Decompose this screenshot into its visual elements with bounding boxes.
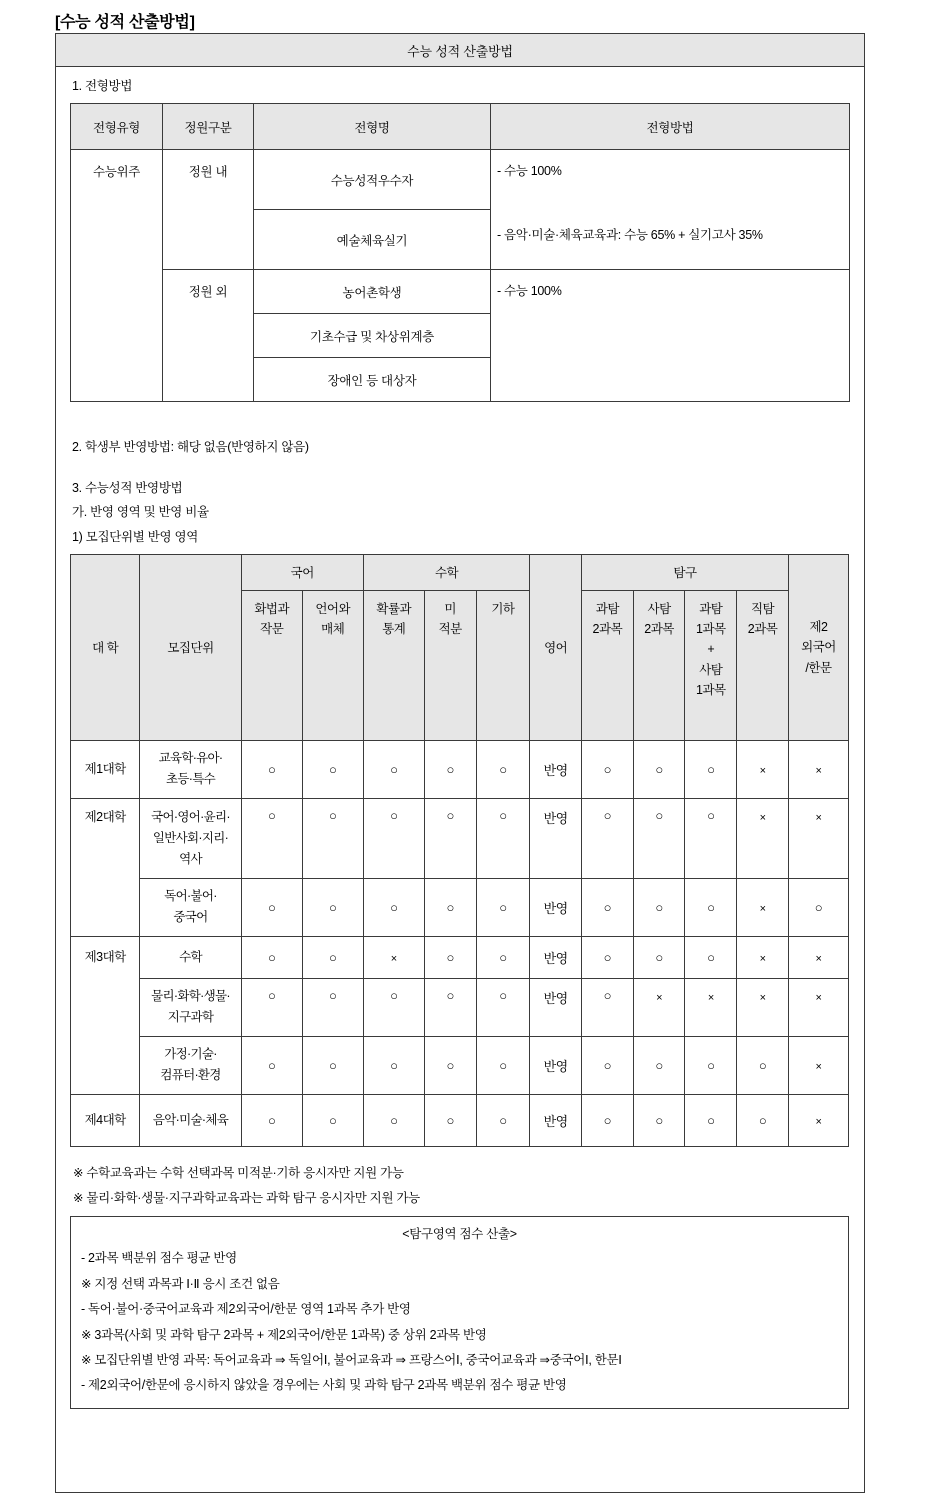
cell-mark: ○ bbox=[424, 936, 476, 978]
cell-admission-name: 기초수급 및 차상위계층 bbox=[254, 314, 491, 358]
cell-mark: ○ bbox=[737, 1036, 789, 1094]
cell-mark: ○ bbox=[685, 878, 737, 936]
table-row bbox=[71, 740, 849, 798]
cell-mark: ○ bbox=[476, 978, 530, 1036]
cell-mark: ○ bbox=[241, 1094, 302, 1146]
cell-mark: ○ bbox=[476, 798, 530, 878]
score-box-line: ※ 모집단위별 반영 과목: 독어교육과 ⇒ 독일어Ⅰ, 불어교육과 ⇒ 프랑스어Ⅰ, 중국어교육과 ⇒중국어Ⅰ, 한문Ⅰ bbox=[81, 1352, 622, 1367]
cell-admission-method bbox=[491, 150, 850, 270]
cell-mark: ○ bbox=[582, 798, 634, 878]
cell-mark: ○ bbox=[685, 740, 737, 798]
cell-mark: ○ bbox=[241, 978, 302, 1036]
cell-admission-name: 수능성적우수자 bbox=[254, 150, 491, 210]
th-admission-unit: 모집단위 bbox=[140, 554, 241, 740]
cell-mark: ○ bbox=[241, 798, 302, 878]
section-3-label: 3. 수능성적 반영방법 bbox=[72, 480, 183, 495]
th-inquiry: 탐구 bbox=[582, 554, 789, 590]
cell-college: 제2대학 bbox=[71, 798, 140, 936]
th-inquiry-science-2: 과탐 2과목 bbox=[582, 590, 634, 740]
cell-mark: × bbox=[737, 740, 789, 798]
note-item: ※ 수학교육과는 수학 선택과목 미적분·기하 응시자만 지원 가능 bbox=[73, 1165, 404, 1180]
th-inquiry-social-2: 사탐 2과목 bbox=[633, 590, 685, 740]
document-frame bbox=[55, 33, 865, 1493]
cell-mark: × bbox=[788, 1036, 848, 1094]
score-box-line: - 제2외국어/한문에 응시하지 않았을 경우에는 사회 및 과학 탐구 2과목 백분위 점수 평균 반영 bbox=[81, 1378, 567, 1393]
cell-mark: ○ bbox=[302, 878, 363, 936]
page-title: [수능 성적 산출방법] bbox=[55, 14, 195, 31]
cell-unit: 가정·기술· 컴퓨터·환경 bbox=[140, 1036, 241, 1094]
table-row bbox=[71, 978, 849, 1036]
cell-mark: × bbox=[685, 978, 737, 1036]
cell-college: 제4대학 bbox=[71, 1094, 140, 1146]
cell-mark: ○ bbox=[241, 740, 302, 798]
document-banner bbox=[56, 34, 864, 67]
cell-mark: ○ bbox=[424, 1094, 476, 1146]
second-language-text: 제2 외국어 /한문 bbox=[801, 620, 836, 675]
cell-mark: ○ bbox=[241, 878, 302, 936]
cell-mark: ○ bbox=[363, 978, 424, 1036]
th-second-language bbox=[788, 554, 848, 740]
cell-mark: × bbox=[737, 878, 789, 936]
cell-mark: ○ bbox=[582, 878, 634, 936]
table-row bbox=[71, 1094, 849, 1146]
cell-unit: 교육학·유아· 초등·특수 bbox=[140, 740, 241, 798]
cell-unit: 국어·영어·윤리· 일반사회·지리· 역사 bbox=[140, 798, 241, 878]
cell-mark: ○ bbox=[476, 740, 530, 798]
cell-mark: ○ bbox=[363, 1094, 424, 1146]
table-row bbox=[71, 798, 849, 878]
cell-mark: × bbox=[737, 936, 789, 978]
th-korean-speech-writing: 화법과 작문 bbox=[241, 590, 302, 740]
score-box-line: - 2과목 백분위 점수 평균 반영 bbox=[81, 1251, 237, 1266]
cell-mark: ○ bbox=[685, 798, 737, 878]
cell-mark: ○ bbox=[633, 798, 685, 878]
cell-mark: × bbox=[788, 740, 848, 798]
cell-quota-in: 정원 내 bbox=[163, 150, 254, 270]
cell-mark: ○ bbox=[685, 1036, 737, 1094]
cell-mark: × bbox=[737, 798, 789, 878]
th-inquiry-mixed: 과탐 1과목 + 사탐 1과목 bbox=[685, 590, 737, 740]
score-box-line: ※ 3과목(사회 및 과학 탐구 2과목 + 제2외국어/한문 1과목) 중 상위 2과목 반영 bbox=[81, 1327, 487, 1342]
cell-mark: ○ bbox=[476, 936, 530, 978]
cell-mark: ○ bbox=[476, 1094, 530, 1146]
table-row bbox=[71, 150, 850, 210]
cell-mark: ○ bbox=[302, 740, 363, 798]
cell-mark: ○ bbox=[363, 878, 424, 936]
table-row bbox=[71, 1036, 849, 1094]
cell-mark: × bbox=[788, 798, 848, 878]
notes-section bbox=[70, 1161, 850, 1211]
th-english: 영어 bbox=[530, 554, 582, 740]
cell-mark: ○ bbox=[424, 740, 476, 798]
th-korean-language-media: 언어와 매체 bbox=[302, 590, 363, 740]
table-row bbox=[71, 270, 850, 314]
cell-mark: ○ bbox=[476, 1036, 530, 1094]
cell-mark: 반영 bbox=[530, 1094, 582, 1146]
banner-label: 수능 성적 산출방법 bbox=[407, 43, 513, 59]
score-box-title: <탐구영역 점수 산출> bbox=[402, 1227, 517, 1242]
table-row bbox=[71, 936, 849, 978]
cell-mark: 반영 bbox=[530, 798, 582, 878]
cell-mark: × bbox=[363, 936, 424, 978]
cell-mark: ○ bbox=[582, 1094, 634, 1146]
cell-mark: ○ bbox=[737, 1094, 789, 1146]
cell-mark: ○ bbox=[302, 1036, 363, 1094]
cell-mark: 반영 bbox=[530, 978, 582, 1036]
cell-mark: ○ bbox=[633, 1094, 685, 1146]
cell-mark: ○ bbox=[363, 798, 424, 878]
cell-college: 제3대학 bbox=[71, 936, 140, 1094]
cell-mark: ○ bbox=[424, 878, 476, 936]
cell-mark: × bbox=[788, 936, 848, 978]
th-math-geometry: 기하 bbox=[476, 590, 530, 740]
cell-mark: ○ bbox=[633, 740, 685, 798]
th-college: 대 학 bbox=[71, 554, 140, 740]
cell-admission-name: 장애인 등 대상자 bbox=[254, 358, 491, 402]
table-header-row bbox=[71, 104, 850, 150]
cell-admission-name: 예술체육실기 bbox=[254, 210, 491, 270]
cell-mark: ○ bbox=[302, 1094, 363, 1146]
cell-mark: × bbox=[788, 1094, 848, 1146]
th-admission-name: 전형명 bbox=[254, 104, 491, 150]
cell-mark: ○ bbox=[363, 1036, 424, 1094]
note-item: ※ 물리·화학·생물·지구과학교육과는 과학 탐구 응시자만 지원 가능 bbox=[73, 1190, 420, 1205]
cell-mark: ○ bbox=[633, 1036, 685, 1094]
cell-mark: ○ bbox=[302, 936, 363, 978]
cell-mark: × bbox=[737, 978, 789, 1036]
cell-quota-out: 정원 외 bbox=[163, 270, 254, 402]
cell-mark: ○ bbox=[424, 978, 476, 1036]
cell-mark: 반영 bbox=[530, 1036, 582, 1094]
cell-mark: ○ bbox=[582, 1036, 634, 1094]
cell-college: 제1대학 bbox=[71, 740, 140, 798]
cell-mark: ○ bbox=[582, 936, 634, 978]
method-line-2: - 음악·미술·체육교육과: 수능 65% + 실기고사 35% bbox=[497, 228, 763, 243]
th-quota-division: 정원구분 bbox=[163, 104, 254, 150]
cell-unit: 수학 bbox=[140, 936, 241, 978]
cell-mark: × bbox=[633, 978, 685, 1036]
cell-mark: ○ bbox=[424, 1036, 476, 1094]
cell-mark: ○ bbox=[582, 978, 634, 1036]
table-row bbox=[71, 878, 849, 936]
th-math-calculus: 미 적분 bbox=[424, 590, 476, 740]
cell-mark: ○ bbox=[788, 878, 848, 936]
th-math: 수학 bbox=[363, 554, 530, 590]
cell-mark: 반영 bbox=[530, 936, 582, 978]
cell-mark: 반영 bbox=[530, 878, 582, 936]
score-box-line: ※ 지정 선택 과목과 Ⅰ·Ⅱ 응시 조건 없음 bbox=[81, 1276, 280, 1291]
cell-mark: ○ bbox=[685, 936, 737, 978]
th-admission-method: 전형방법 bbox=[491, 104, 850, 150]
section-1-label: 1. 전형방법 bbox=[72, 79, 133, 93]
cell-mark: ○ bbox=[302, 798, 363, 878]
cell-mark: 반영 bbox=[530, 740, 582, 798]
cell-unit: 음악·미술·체육 bbox=[140, 1094, 241, 1146]
subject-table-body bbox=[71, 740, 849, 1146]
section-2-label: 2. 학생부 반영방법: 해당 없음(반영하지 않음) bbox=[72, 440, 309, 455]
cell-unit: 독어·불어· 중국어 bbox=[140, 878, 241, 936]
table-header-group-row bbox=[71, 554, 849, 590]
inquiry-score-box bbox=[70, 1216, 849, 1408]
cell-mark: ○ bbox=[302, 978, 363, 1036]
cell-mark: × bbox=[788, 978, 848, 1036]
th-korean: 국어 bbox=[241, 554, 363, 590]
cell-mark: ○ bbox=[363, 740, 424, 798]
method-line-1: - 수능 100% bbox=[497, 164, 562, 179]
cell-admission-method: - 수능 100% bbox=[491, 270, 850, 402]
cell-mark: ○ bbox=[685, 1094, 737, 1146]
cell-admission-name: 농어촌학생 bbox=[254, 270, 491, 314]
cell-mark: ○ bbox=[476, 878, 530, 936]
admission-method-table bbox=[70, 103, 850, 402]
document-body bbox=[56, 67, 864, 1409]
cell-mark: ○ bbox=[241, 936, 302, 978]
cell-mark: ○ bbox=[424, 798, 476, 878]
th-admission-type: 전형유형 bbox=[71, 104, 163, 150]
score-box-line: - 독어·불어·중국어교육과 제2외국어/한문 영역 1과목 추가 반영 bbox=[81, 1302, 411, 1317]
section-3-sub-1: 1) 모집단위별 반영 영역 bbox=[72, 529, 199, 544]
cell-mark: ○ bbox=[633, 936, 685, 978]
cell-admission-type: 수능위주 bbox=[71, 150, 163, 402]
th-inquiry-vocational-2: 직탐 2과목 bbox=[737, 590, 789, 740]
th-math-probability-statistics: 확률과 통계 bbox=[363, 590, 424, 740]
cell-unit: 물리·화학·생물· 지구과학 bbox=[140, 978, 241, 1036]
cell-mark: ○ bbox=[633, 878, 685, 936]
subject-reflection-table bbox=[70, 554, 849, 1147]
cell-mark: ○ bbox=[241, 1036, 302, 1094]
section-3-sub-a: 가. 반영 영역 및 반영 비율 bbox=[72, 505, 209, 520]
cell-mark: ○ bbox=[582, 740, 634, 798]
